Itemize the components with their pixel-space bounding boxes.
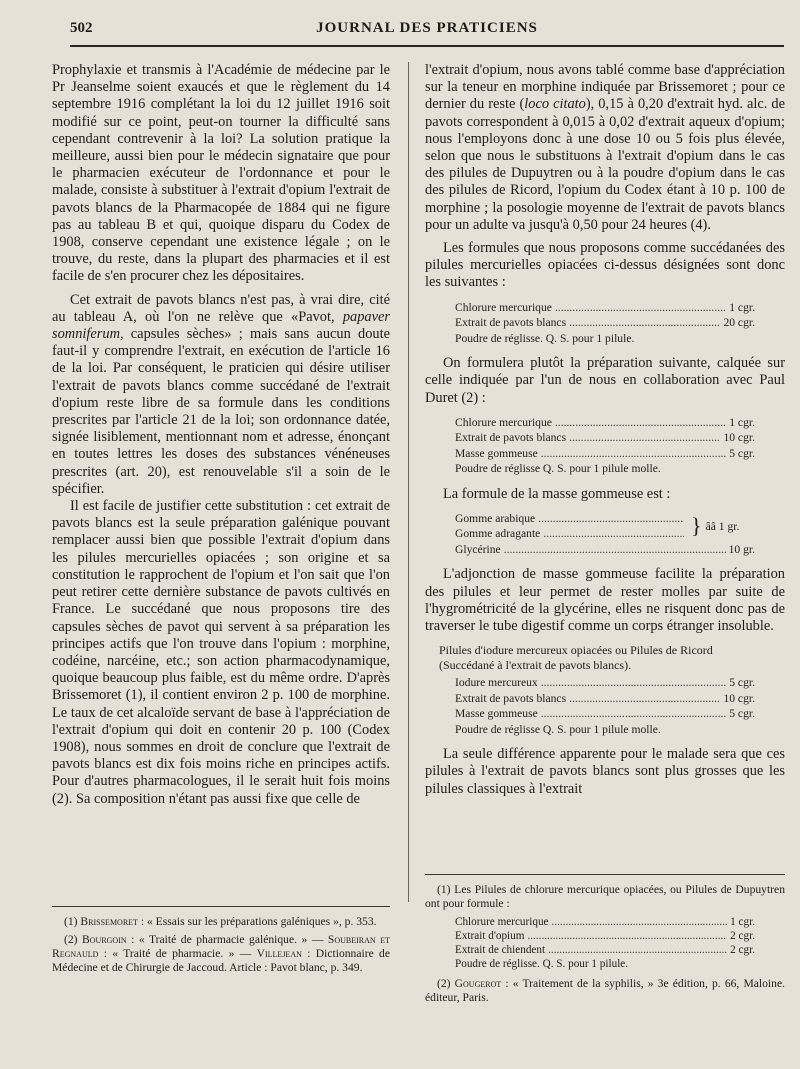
footnotes-left xyxy=(52,915,390,979)
dupuytren-formula xyxy=(455,915,755,971)
footnotes-right xyxy=(425,883,785,1009)
formula-line: Gomme arabique ..... xyxy=(455,511,687,527)
formula-1 xyxy=(455,300,755,347)
footnote-rule-right xyxy=(425,874,785,875)
journal-title: JOURNAL DES PRATICIENS xyxy=(316,20,538,36)
footnote-2-right: (2) Gougerot : « Traitement de la syphilis, » 3e édition, p. 66, Maloine. éditeur, Paris. xyxy=(425,977,785,1004)
formula-line: Chlorure mercurique ..... 1 cgr. xyxy=(455,915,755,929)
formula-line: Glycérine ..... 10 gr. xyxy=(455,542,755,558)
formula-line: Poudre de réglisse Q. S. pour 1 pilule molle. xyxy=(455,722,661,736)
left-paragraph-3: Il est facile de justifier cette substitution : cet extrait de pavots blancs est la seule préparation galénique pouvant remplacer aussi bien que possible l'extrait d'opium dans les pilules mercurielles opiacées ; son origine et sa constitution le rapprochent de l'opium et l'on sait que l'on peut retirer cette dernière substance de pavots cultivés en France. Le succédané que nous proposons tire des capsules sèches de pavot qui servent à sa préparation les principes actifs que l'on trouve dans l'opium : morphine, codéine, narcéine, etc.; son action pharmacodynamique, quoique beaucoup plus faible, est du même ordre. D'après Brissemoret (1), il contient environ 2 p. 100 de morphine. Le taux de cet alcaloïde servant de base à l'appréciation de l'extrait d'opium qui doit en contenir 20 p. 100 (Codex 1908), nous sommes en droit de conclure que l'extrait de pavots blancs est dix fois moins riche en principes actifs. Pour d'autres pharmacologues, il le serait huit fois moins (2). Sa composition n'étant pas aussi fixe que celle de xyxy=(52,498,390,807)
italic-latin-name: papaver somniferum xyxy=(52,308,390,343)
left-column xyxy=(52,62,390,808)
formula-3 xyxy=(455,675,755,737)
footnote-rule-left xyxy=(52,906,390,907)
formula-line: Extrait de chiendent ..... 2 cgr. xyxy=(455,943,755,957)
left-paragraph-2: Cet extrait de pavots blancs n'est pas, à vrai dire, cité au tableau A, où l'on ne relève que «Pavot, papaver somniferum, capsules sèches» ; mais sans aucun doute faut-il y comprendre l'extrait, en exécution de l'article 16 de la loi. Par conséquent, le praticien qui désire utiliser l'extrait de pavots blancs comme succédané de l'extrait d'opium reste libre de sa formule dans les conditions prescrites par l'article 21 de la loi; son ordonnance datée, signée lisiblement, mentionnant nom et adresse, énonçant en toutes lettres les doses des substances vénéneuses prescrites (art. 20), est renouvelable s'il a soin de le spécifier. xyxy=(52,291,390,497)
formula-line: Masse gommeuse ..... 5 cgr. xyxy=(455,706,755,722)
right-column xyxy=(425,62,785,798)
formula-line: Chlorure mercurique ..... 1 cgr. xyxy=(455,415,755,431)
right-paragraph-4: La formule de la masse gommeuse est : xyxy=(443,485,671,502)
formula-line: Extrait de pavots blancs ..... 10 cgr. xyxy=(455,430,755,446)
gomme-formula: Gomme arabique ..... Gomme adragante ..... } ââ 1 gr. Glycérine ..... 10 gr. xyxy=(455,511,755,558)
formula-line: Poudre de réglisse. Q. S. pour 1 pilule. xyxy=(455,331,635,345)
ricord-title: Pilules d'iodure mercureux opiacées ou Pilules de Ricord xyxy=(439,643,713,658)
ricord-subtitle: (Succédané à l'extrait de pavots blancs). xyxy=(439,658,632,673)
right-paragraph-2: Les formules que nous proposons comme succédanées des pilules mercurielles opiacées ci-dessus désignées sont donc les suivantes : xyxy=(425,240,785,291)
formula-line: Extrait d'opium ..... 2 cgr. xyxy=(455,929,755,943)
formula-line: Chlorure mercurique ..... 1 cgr. xyxy=(455,300,755,316)
right-paragraph-1: l'extrait d'opium, nous avons tablé comme base d'appréciation sur la teneur en morphine indiquée par Brissemoret ; pour ce dernier du reste (loco citato), 0,15 à 0,20 d'extrait hyd. alc. de pavots correspondent à 0,015 à 0,02 d'extrait aqueux d'opium; nous l'employons donc à une dose 10 ou 5 fois plus élevée, selon que nous le substituons à l'extrait d'opium dans le cas des pilules de Dupuytren ou à la poudre d'opium dans le cas des pilules de Ricord, l'opium du Codex étant à 10 p. 100 de morphine ; la posologie moyenne de l'extrait de pavots blancs pour un adulte va jusqu'à 0,50 pour 24 heures (4). xyxy=(425,62,786,233)
formula-line: Extrait de pavots blancs ..... 10 cgr. xyxy=(455,691,755,707)
formula-line: Masse gommeuse ..... 5 cgr. xyxy=(455,446,755,462)
formula-line: Gomme adragante ..... xyxy=(455,526,687,542)
footnote-1-right: (1) Les Pilules de chlorure mercurique opiacées, ou Pilules de Dupuytren ont pour formule : xyxy=(425,883,785,910)
page-number: 502 xyxy=(70,20,93,36)
formula-line: Extrait de pavots blancs ..... 20 cgr. xyxy=(455,315,755,331)
header-rule xyxy=(70,45,784,47)
footnote-2: (2) Bourgoin : « Traité de pharmacie galénique. » — Soubeiran et Regnauld : « Traité de pharmacie. » — Villejean : Dictionnaire de Médecine et de Chirurgie de Jaccoud. Article : Pavot blanc, p. 349. xyxy=(52,933,390,974)
right-paragraph-3: On formulera plutôt la préparation suivante, calquée sur celle indiquée par l'un de nous en collaboration avec Paul Duret (2) : xyxy=(425,355,785,406)
left-paragraph-1: Prophylaxie et transmis à l'Académie de médecine par le Pr Jeanselme soient exaucés et que le règlement du 14 septembre 1916 complétant la loi du 12 juillet 1916 soit modifié sur ce point, peut-on tourner la difficulté sans cependant contrevenir à la loi? La solution pratique la meilleure, aussi bien pour le médecin signataire que pour le pharmacien exécuteur de l'ordonnance et pour le malade, consiste à substituer à l'extrait d'opium l'extrait de pavots blancs de la Pharmacopée de 1884 qui ne figure pas au tableau B et qui, quoique disparu du Codex de 1908, conserve cependant une existence légale ; on le trouve, du reste, dans la plupart des pharmacies et il est facile de s'en procurer chez les dépositaires. xyxy=(52,62,390,285)
formula-line: Poudre de réglisse Q. S. pour 1 pilule molle. xyxy=(455,462,661,476)
formula-2 xyxy=(455,415,755,477)
column-divider xyxy=(408,62,409,902)
brace-icon: } xyxy=(691,513,702,539)
formula-line: Poudre de réglisse. Q. S. pour 1 pilule. xyxy=(455,958,629,970)
page-header xyxy=(70,20,784,42)
formula-line: Iodure mercureux ..... 5 cgr. xyxy=(455,675,755,691)
right-paragraph-6: La seule différence apparente pour le malade sera que ces pilules à l'extrait de pavots blancs sont plus grosses que les pilules classiques à l'extrait xyxy=(425,746,785,797)
footnote-1: (1) Brissemoret : « Essais sur les préparations galéniques », p. 353. xyxy=(64,915,377,928)
right-paragraph-5: L'adjonction de masse gommeuse facilite la préparation des pilules et leur permet de rester molles par suite de l'hygrométricité de la glycérine, elles ne risquent donc pas de traverser le tube digestif comme un corps étranger insoluble. xyxy=(425,566,785,635)
